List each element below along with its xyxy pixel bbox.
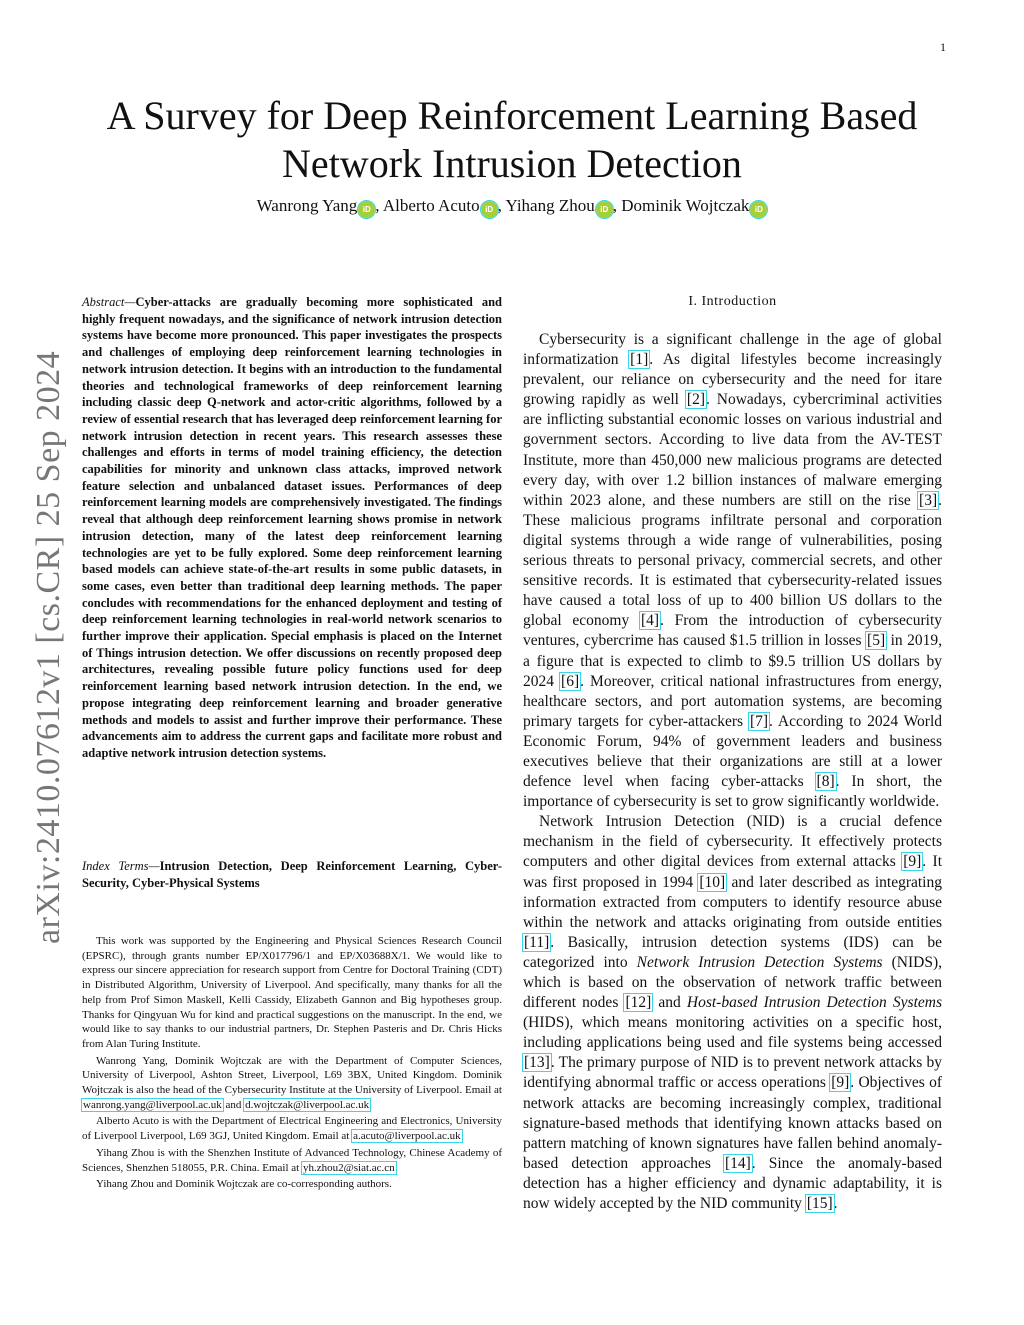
orcid-icon[interactable]: iD	[481, 201, 498, 218]
abstract-label: Abstract—	[82, 295, 136, 309]
text-run: . Since the anomaly-based detection has a higher efficiency and dynamic adaptability, it is now widely accepted by the NID community	[523, 1154, 942, 1213]
title-line-2: Network Intrusion Detection	[282, 141, 742, 186]
text-run: . Moreover, critical national infrastructures from energy, healthcare sectors, and port automation systems, are becoming primary targets for cyber-attackers	[523, 672, 942, 730]
author-name: Yihang Zhou	[505, 196, 595, 215]
text-run: . In short, the importance of cybersecurity is set to grow significantly worldwide.	[523, 773, 942, 811]
citation-link[interactable]: [11]	[524, 933, 550, 951]
page-number: 1	[940, 40, 946, 54]
title-line-1: A Survey for Deep Reinforcement Learning Based	[106, 93, 918, 138]
orcid-icon[interactable]: iD	[596, 201, 613, 218]
citation-link[interactable]: [4]	[640, 612, 660, 630]
funding-note: This work was supported by the Engineering and Physical Sciences Research Council (EPSRC), through grants number EP/X017796/1 and EP/X03688X/1. We would like to express our sincere appreciation for research support from Centre for Doctoral Training (CDT) in Distributed Algorithm, University of Liverpool. And specifically, many thanks for all the help from Prof Simon Maskell, Kelli Cassidy, Elizabeth Gannon and Big hypotheses group. Thanks for Qingyuan Wu for kind and practical suggestions on the manuscript. In the end, we would like to say thanks to our industrial partners, Dr. Stephen Pasteris and Dr. Chris Hicks from Alan Turing Institute.	[82, 935, 502, 1050]
citation-link[interactable]: [9]	[903, 853, 922, 871]
intro-paragraph	[523, 812, 942, 1214]
orcid-icon[interactable]: iD	[358, 201, 375, 218]
text-run: . These malicious programs infiltrate personal and corporation digital systems through a wide range of vulnerabilities, posing serious threats to personal privacy, commercial secrets, and other sensitive records. It is estimated that cybersecurity-related issues have caused a total loss of up to 400 billion US dollars to the global economy	[523, 491, 942, 630]
index-terms	[82, 858, 502, 891]
email-link[interactable]: wanrong.yang@liverpool.ac.uk	[83, 1098, 222, 1111]
author-name: Alberto Acuto	[382, 196, 480, 215]
affiliation-text: Yihang Zhou is with the Shenzhen Institute of Advanced Technology, Chinese Academy of Sciences, Shenzhen 518055, P.R. China. Email at	[82, 1146, 502, 1174]
index-terms-text: Intrusion Detection, Deep Reinforcement Learning, Cyber-Security, Cyber-Physical Systems	[82, 859, 502, 890]
paper-title	[60, 92, 964, 188]
email-link[interactable]: d.wojtczak@liverpool.ac.uk	[245, 1098, 370, 1111]
text-run: . Basically, intrusion detection systems (IDS) can be categorized into	[523, 933, 942, 971]
abstract-text: Cyber-attacks are gradually becoming more sophisticated and highly frequent nowadays, and the significance of network intrusion detection systems have become more pronounced. This paper investigates the prospects and challenges of employing deep reinforcement learning technologies in network intrusion detection. It begins with an introduction to the fundamental theories and technological frameworks of deep reinforcement learning including classic deep Q-network and actor-critic algorithms, followed by a review of essential research that has leveraged deep reinforcement learning for network intrusion detection in recent years. This research assesses these challenges and efforts in terms of model training efficiency, the detection capabilities for minority and unknown class attacks, improved network feature selection and unbalanced dataset issues. Performances of deep reinforcement learning models are comprehensively investigated. The findings reveal that although deep reinforcement learning shows promise in network intrusion detection, many of the latest deep reinforcement learning technologies are yet to be fully explored. Some deep reinforcement learning based models can achieve state-of-the-art results in some public datasets, in some cases, even better than traditional deep learning methods. The paper concludes with recommendations for the enhanced deployment and testing of deep reinforcement learning technologies in real-world network scenarios to further improve their application. Special emphasis is placed on the Internet of Things intrusion detection. We offer discussions on recently proposed deep architectures, revealing possible future policy functions used for deep reinforcement learning based network intrusion detection. In the end, we propose integrating deep reinforcement learning and broader generative methods and models to assist and further improve their performance. These advancements aim to address the current gaps and facilitate more robust and adaptive network intrusion detection systems.	[82, 295, 502, 760]
text-run: . From the introduction of cybersecurity ventures, cybercrime has caused $1.5 trillion in losses	[523, 612, 942, 650]
text-run: (HIDS), which means monitoring activities on a specific host, including applications being used and file systems being accessed	[523, 1014, 942, 1052]
corresponding-note: Yihang Zhou and Dominik Wojtczak are co-corresponding authors.	[96, 1178, 392, 1191]
affiliation-text: Alberto Acuto is with the Department of Electrical Engineering and Electronics, University of Liverpool Liverpool, L69 3GJ, United Kingdom. Email at	[82, 1115, 502, 1143]
email-link[interactable]: yh.zhou2@siat.ac.cn	[302, 1161, 395, 1174]
text-run: Network Intrusion Detection (NID) is a crucial defence mechanism in the field of cybersecurity. It effectively protects computers and other digital devices from external attacks	[523, 813, 942, 871]
citation-link[interactable]: [15]	[806, 1195, 833, 1213]
author-name: Dominik Wojtczak	[621, 196, 750, 215]
text-run: . Nowadays, cybercriminal activities are inflicting substantial economic losses on various industrial and government sectors. According to live data from the AV-TEST Institute, more than 450,000 new malicious programs are detected every day, with over 1.2 billion instances of malware emerging within 2023 alone, and these numbers are still on the rise	[523, 391, 942, 509]
text-run: .	[833, 1195, 838, 1213]
introduction-body	[523, 330, 942, 1214]
citation-link[interactable]: [9]	[831, 1074, 850, 1092]
intro-paragraph	[523, 330, 942, 812]
affiliation-text: Wanrong Yang, Dominik Wojtczak are with the Department of Computer Sciences, University of Liverpool, Ashton Street, Liverpool, L69 3BX, United Kingdom. Dominik Wojtczak is also the head of the Cybersecurity Institute at the University of Liverpool. Email at	[82, 1054, 502, 1097]
citation-link[interactable]: [2]	[686, 391, 705, 409]
citation-link[interactable]: [12]	[625, 994, 652, 1012]
arxiv-identifier: arXiv:2410.07612v1 [cs.CR] 25 Sep 2024	[30, 350, 67, 944]
citation-link[interactable]: [8]	[816, 773, 835, 791]
author-name: Wanrong Yang	[256, 196, 358, 215]
section-heading: I. Introduction	[688, 294, 777, 309]
text-run: . It was first proposed in 1994	[523, 853, 943, 891]
emphasized-term: Host-based Intrusion Detection Systems	[686, 994, 942, 1012]
index-terms-label: Index Terms—	[82, 859, 160, 873]
text-run: in 2019, a figure that is expected to climb to $9.5 trillion US dollars by 2024	[523, 632, 942, 690]
text-run: Cybersecurity is a significant challenge in the age of global informatization	[523, 331, 942, 369]
affiliation-note	[82, 1146, 502, 1175]
abstract	[82, 294, 502, 762]
citation-link[interactable]: [10]	[699, 873, 726, 891]
affiliation-note	[82, 1054, 502, 1113]
citation-link[interactable]: [3]	[919, 491, 938, 509]
citation-link[interactable]: [14]	[724, 1154, 751, 1172]
text-run: . As digital lifestyles become increasingly prevalent, our reliance on cybersecurity and the need for itare growing rapidly as well	[523, 351, 942, 409]
emphasized-term: Network Intrusion Detection Systems	[636, 953, 883, 971]
text-run: . The primary purpose of NID is to prevent network attacks by identifying abnormal traffic or access operations	[523, 1054, 942, 1092]
text-run: . Objectives of network attacks are becoming increasingly complex, traditional signature-based methods that identifying known attacks based on pattern matching of known signatures have fallen behind anomaly-based detection approaches	[523, 1074, 942, 1172]
text-run: (NIDS), which is based on the observation of network traffic between different nodes	[523, 953, 942, 1012]
footnotes	[82, 934, 502, 1194]
text-run: . According to 2024 World Economic Forum, 94% of government leaders and business executives believe that their organizations are still at a lower defence level when facing cyber-attacks	[523, 712, 942, 791]
citation-link[interactable]: [7]	[749, 712, 769, 730]
conjunction: and	[225, 1098, 242, 1111]
affiliation-note	[82, 1114, 502, 1143]
citation-link[interactable]: [6]	[561, 672, 580, 690]
email-link[interactable]: a.acuto@liverpool.ac.uk	[353, 1130, 461, 1143]
text-run: and	[652, 994, 687, 1012]
citation-link[interactable]: [1]	[630, 351, 649, 369]
citation-link[interactable]: [13]	[524, 1054, 550, 1072]
orcid-icon[interactable]: iD	[750, 201, 767, 218]
citation-link[interactable]: [5]	[867, 632, 886, 650]
author-list: Wanrong Yang iD , Alberto Acuto iD , Yihang Zhou iD , Dominik Wojtczak iD	[60, 196, 964, 218]
text-run: and later described as integrating information extracted from computers to identify resource abuse within the network and attacks originating from outside entities	[523, 873, 942, 931]
